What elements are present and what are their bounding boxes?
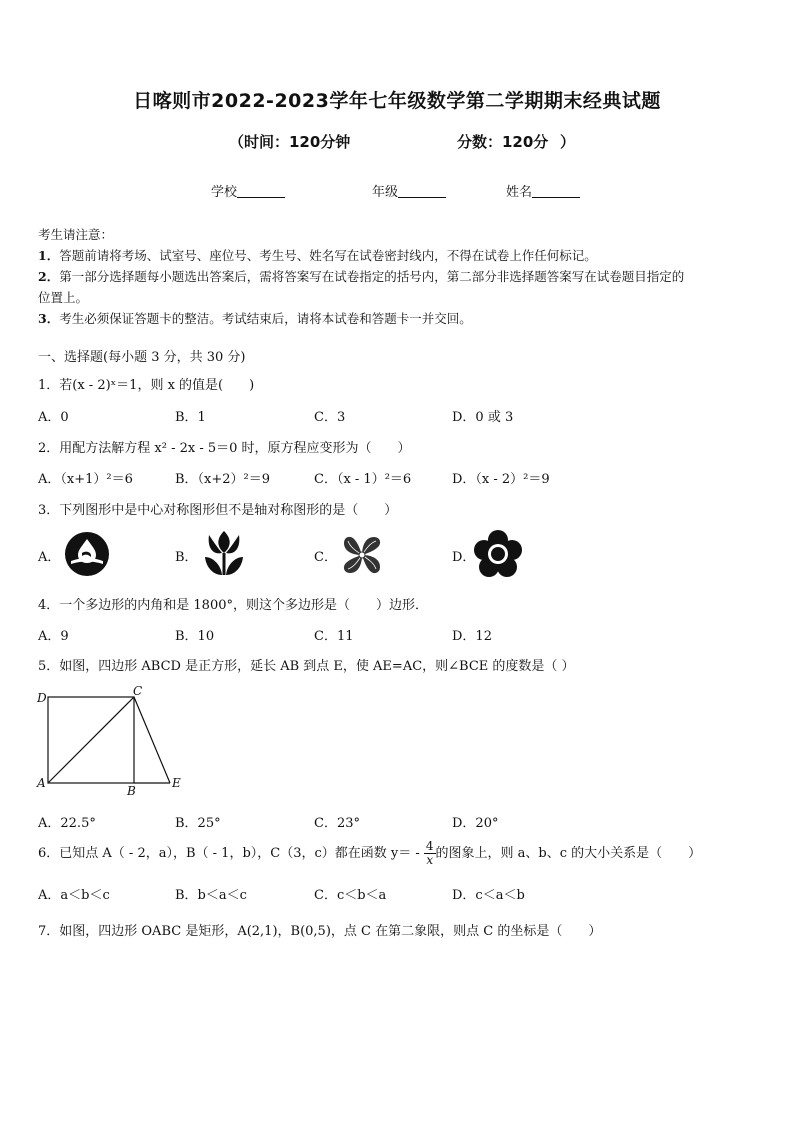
q4-option-d[interactable]: D．12 [452,629,492,644]
q5-option-b[interactable]: B．25° [175,816,221,831]
question-2: 2．用配方法解方程 x² - 2x - 5＝0 时，原方程应变形为（ ） [38,441,411,456]
name-blank [532,185,580,198]
q4-option-a[interactable]: A．9 [38,629,69,644]
q6-fraction [424,840,436,867]
question-1: 1．若(x - 2)ˣ＝1，则 x 的值是( ) [38,378,255,393]
note-line: 2．第一部分选择题每小题选出答案后，需将答案写在试卷指定的括号内，第二部分非选择题答案写在试卷题目指定的 [38,269,685,284]
question-7: 7．如图，四边形 OABC 是矩形，A(2,1)，B(0,5)，点 C 在第二象限，则点 C 的坐标是（ ） [38,924,602,939]
square-geometry-figure [34,683,184,798]
q5-option-d[interactable]: D．20° [452,816,499,831]
q1-option-b[interactable]: B．1 [175,410,206,425]
q5-option-c[interactable]: C．23° [314,816,360,831]
q2-option-a[interactable]: A．（x+1）²＝6 [38,472,133,487]
question-3: 3．下列图形中是中心对称图形但不是轴对称图形的是（ ） [38,503,398,518]
question-4: 4．一个多边形的内角和是 1800°，则这个多边形是（ ）边形． [38,598,428,613]
name-field [506,181,580,200]
q4-option-b[interactable]: B．10 [175,629,215,644]
tulip-icon [201,529,247,577]
school-field [211,181,285,200]
close-paren: ） [560,133,576,151]
q3-option-b[interactable]: B． [175,550,198,565]
label-d: D [37,691,47,705]
question-6 [38,840,701,867]
q6-stem-before: 6．已知点 A（ - 2，a），B（ - 1，b），C（3，c）都在函数 y＝ - [38,846,424,861]
q6-option-c[interactable]: C．c＜b＜a [314,888,387,903]
notes-block [38,224,760,329]
label-e: E [172,776,181,790]
q3-option-c[interactable]: C． [314,550,337,565]
grade-label: 年级 [372,185,399,200]
drop-in-circle-icon [64,531,110,577]
notes-heading: 考生请注意： [38,227,114,242]
note-line: 3．考生必须保证答题卡的整洁。考试结束后，请将本试卷和答题卡一并交回。 [38,311,472,326]
note-line: 位置上。 [38,290,89,305]
q3-option-d[interactable]: D． [452,550,476,565]
q6-stem-after: 的图象上，则 a、b、c 的大小关系是（ ） [435,846,702,861]
grade-field [372,181,446,200]
label-a: A [37,776,46,790]
grade-blank [398,185,446,198]
q1-option-a[interactable]: A．0 [38,410,69,425]
fraction-numerator: 4 [425,839,434,853]
school-blank [237,185,285,198]
exam-title: 日喀则市2022-2023学年七年级数学第二学期期末经典试题 [133,90,661,112]
q1-option-d[interactable]: D．0 或 3 [452,410,514,425]
note-line: 1．答题前请将考场、试室号、座位号、考生号、姓名写在试卷密封线内，不得在试卷上作任何标记。 [38,248,597,263]
exam-score: 分数：120分 [457,133,549,151]
label-c: C [133,684,143,698]
exam-time: （时间：120分钟 [229,133,351,151]
q2-option-b[interactable]: B．（x+2）²＝9 [175,472,271,487]
q6-option-d[interactable]: D．c＜a＜b [452,888,525,903]
q4-option-c[interactable]: C．11 [314,629,354,644]
section-heading: 一、选择题(每小题 3 分，共 30 分) [38,350,246,365]
label-b: B [127,784,136,798]
q5-option-a[interactable]: A．22.5° [38,816,96,831]
fraction-denominator: x [426,853,434,867]
q1-option-c[interactable]: C．3 [314,410,346,425]
question-5: 5．如图，四边形 ABCD 是正方形，延长 AB 到点 E，使 AE=AC，则∠BCE 的度数是（ ） [38,659,575,674]
q3-option-a[interactable]: A． [38,550,61,565]
flower-icon [474,530,522,578]
q6-option-a[interactable]: A．a＜b＜c [38,888,110,903]
q6-option-b[interactable]: B．b＜a＜c [175,888,247,903]
pinwheel-icon [338,531,386,579]
school-label: 学校 [211,185,238,200]
q2-option-c[interactable]: C．（x - 1）²＝6 [314,472,412,487]
name-label: 姓名 [506,185,533,200]
q2-option-d[interactable]: D．（x - 2）²＝9 [452,472,550,487]
